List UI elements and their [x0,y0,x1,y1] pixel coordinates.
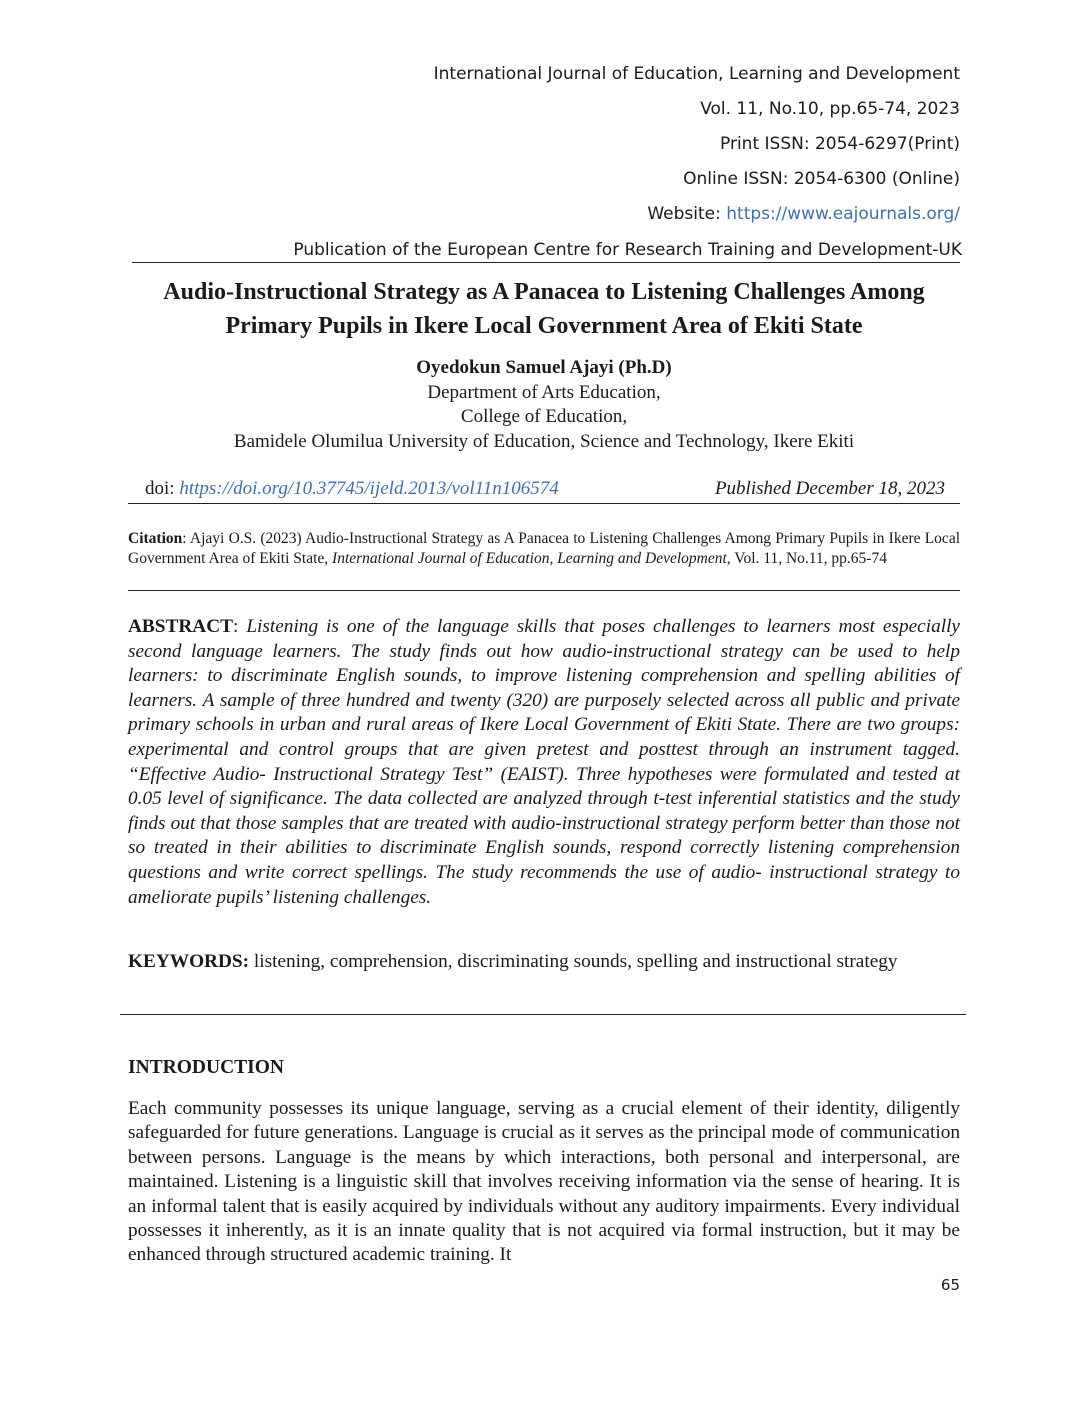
journal-name: International Journal of Education, Learning and Development [433,64,960,84]
title-line-1: Audio-Instructional Strategy as A Panacea to Listening Challenges Among [163,279,925,305]
introduction-heading: INTRODUCTION [128,1057,285,1078]
affiliation-line-1: Department of Arts Education, [427,381,661,403]
website-line [647,204,960,224]
keywords-text: listening, comprehension, discriminating sounds, spelling and instructional strategy [249,951,898,972]
affiliation-line-3: Bamidele Olumilua University of Education, Science and Technology, Ikere Ekiti [233,430,855,452]
author-name: Oyedokun Samuel Ajayi (Ph.D) [416,357,672,378]
website-label: Website: [647,204,727,224]
abstract [128,615,960,910]
publisher-line: Publication of the European Centre for Research Training and Development-UK [293,240,962,260]
citation [128,529,960,568]
keywords [128,950,960,975]
citation-text: : Ajayi O.S. (2023) Audio-Instructional Strategy as A Panacea to Listening Challenges Among Primary Pupils in Ikere Local Government Area of Ekiti State, [128,530,960,567]
author-block [100,356,988,454]
volume-info: Vol. 11, No.10, pp.65-74, 2023 [700,99,960,119]
keywords-label: KEYWORDS: [128,951,250,972]
abstract-colon: : [233,616,247,637]
title-line-2: Primary Pupils in Ikere Local Government Area of Ekiti State [225,313,863,339]
citation-tail: Vol. 11, No.11, pp.65-74 [730,549,887,567]
introduction-paragraph: Each community possesses its unique language, serving as a crucial element of their identity, diligently safeguarded for future generations. Language is crucial as it serves as the principal mode of communication between persons. Language is the means by which interactions, both personal and interpersonal, are maintained. Listening is a linguistic skill that involves receiving information via the sense of hearing. It is an informal talent that is easily acquired by individuals without any auditory impairments. Every individual possesses it inherently, as it is an innate quality that is not acquired via formal instruction, but it may be enhanced through structured academic training. It [128,1098,960,1266]
citation-label: Citation [128,530,183,547]
print-issn: Print ISSN: 2054-6297(Print) [720,134,960,154]
citation-journal: International Journal of Education, Learning and Development, [332,549,731,567]
citation-divider [128,590,960,591]
affiliation-line-2: College of Education, [460,406,628,427]
doi-divider [128,503,960,504]
doi-line [145,478,945,500]
page-number: 65 [940,1276,960,1294]
doi-link[interactable]: https://doi.org/10.37745/ijeld.2013/vol11n106574 [179,478,559,499]
website-link[interactable]: https://www.eajournals.org/ [726,204,960,224]
header-divider [132,262,960,263]
abstract-label: ABSTRACT [128,616,234,637]
doi-label: doi: [145,478,180,499]
abstract-text: Listening is one of the language skills that poses challenges to learners most especially second language learners. The study finds out how audio-instructional strategy can be used to help learners: to discriminate English sounds, to improve listening comprehension and spelling abilities of learners. A sample of three hundred and twenty (320) are purposely selected across all public and private primary schools in urban and rural areas of Ikere Local Government of Ekiti State. There are two groups: experimental and control groups that are given pretest and posttest through an instrument tagged. “Effective Audio- Instructional Strategy Test” (EAIST). Three hypotheses were formulated and tested at 0.05 level of significance. The data collected are analyzed through t-test inferential statistics and the study finds out that those samples that are treated with audio-instructional strategy perform better than those not so treated in their abilities to discriminate English sounds, respond correctly listening comprehension questions and write correct spellings. The study recommends the use of audio- instructional strategy to ameliorate pupils’ listening challenges. [128,616,960,908]
keywords-divider [120,1014,966,1015]
online-issn: Online ISSN: 2054-6300 (Online) [683,169,960,189]
article-title [100,275,988,343]
published-date: Published December 18, 2023 [714,478,945,499]
